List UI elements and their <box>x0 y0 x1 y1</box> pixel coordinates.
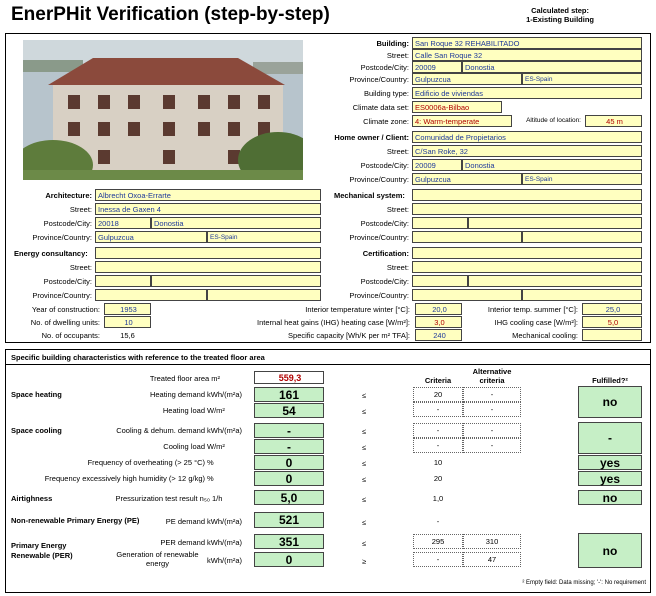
certification-country-field[interactable] <box>522 289 642 301</box>
heating-load-label: Heating load <box>162 406 205 415</box>
owner-field[interactable]: Comunidad de Propietarios <box>412 131 642 143</box>
year-field[interactable]: 1953 <box>104 303 151 315</box>
architecture-label: Architecture: <box>45 191 92 200</box>
cooling-load-label: Cooling load <box>163 442 205 451</box>
ihg-cooling-field[interactable]: 5,0 <box>582 316 642 328</box>
humidity-fulfilled: yes <box>578 471 642 486</box>
certification-postcode-field[interactable] <box>412 275 468 287</box>
temp-winter-label: Interior temperature winter [°C]: <box>305 305 410 314</box>
space-heating-label: Space heating <box>11 390 62 399</box>
building-province-label: Province/Country: <box>349 75 409 84</box>
pe-demand-value: 521 <box>254 512 324 528</box>
airtightness-label: Airtighness <box>11 494 53 503</box>
architecture-street-field[interactable]: Inessa de Gaxen 4 <box>95 203 321 215</box>
mechanical-province-label: Province/Country: <box>349 233 409 242</box>
per-alt-criteria: 310 <box>463 534 521 549</box>
tfa-field[interactable]: 559,3 <box>254 371 324 384</box>
owner-label: Home owner / Client: <box>334 133 409 142</box>
per-criteria: 295 <box>413 534 463 549</box>
pe-demand-unit: kWh/(m²a) <box>207 517 242 526</box>
heating-criteria-1: 20 <box>413 387 463 402</box>
building-name-field[interactable]: San Roque 32 REHABILITADO <box>412 37 642 49</box>
overheating-label: Frequency of overheating (> 25 °C) <box>87 458 205 467</box>
le-sign: ≤ <box>362 407 367 416</box>
cooling-demand-label: Cooling & dehum. demand <box>116 426 205 435</box>
humidity-value: 0 <box>254 471 324 486</box>
altitude-label: Altitude of location: <box>526 117 581 124</box>
owner-street-field[interactable]: C/San Roke, 32 <box>412 145 642 157</box>
temp-summer-field[interactable]: 25,0 <box>582 303 642 315</box>
energy-province-field[interactable] <box>95 289 207 301</box>
architecture-postcode-label: Postcode/City: <box>43 219 92 228</box>
generation-unit: kWh/(m²a) <box>207 556 242 565</box>
mechanical-country-field[interactable] <box>522 231 642 243</box>
capacity-field[interactable]: 240 <box>415 329 462 341</box>
per-demand-unit: kWh/(m²a) <box>207 538 242 547</box>
energy-postcode-label: Postcode/City: <box>43 277 92 286</box>
units-label: No. of dwelling units: <box>30 318 100 327</box>
owner-province-field[interactable]: Gulpuzcua <box>412 173 522 185</box>
nrpe-label: Non-renewable Primary Energy (PE) <box>11 516 140 525</box>
le-sign: ≤ <box>362 459 367 468</box>
certification-city-field[interactable] <box>468 275 642 287</box>
mechanical-cooling-label: Mechanical cooling: <box>512 331 578 340</box>
owner-country-field[interactable]: ES-Spain <box>522 173 642 185</box>
temp-summer-label: Interior temp. summer [°C]: <box>487 305 578 314</box>
owner-postcode-field[interactable]: 20009 <box>412 159 462 171</box>
cooling-criteria-2: - <box>413 438 463 453</box>
per-demand-label: PER demand <box>160 538 205 547</box>
pe-criteria: - <box>436 517 440 526</box>
footnote: ² Empty field: Data missing; '-': No requirement <box>522 580 646 586</box>
page-title: EnerPHit Verification (step-by-step) <box>11 4 330 25</box>
architecture-province-field[interactable]: Gulpuzcua <box>95 231 207 243</box>
energy-country-field[interactable] <box>207 289 321 301</box>
climate-data-field[interactable]: ES0006a-Bilbao <box>412 101 502 113</box>
humidity-criteria: 20 <box>433 474 443 483</box>
humidity-label: Frequency excessively high humidity (> 12 g/kg) <box>44 474 205 483</box>
ihg-cooling-label: IHG cooling case [W/m²]: <box>494 318 578 327</box>
certification-postcode-label: Postcode/City: <box>360 277 409 286</box>
cooling-criteria-1: - <box>413 423 463 438</box>
temp-winter-field[interactable]: 20,0 <box>415 303 462 315</box>
mechanical-cooling-field[interactable] <box>582 329 642 341</box>
generation-alt-criteria: 47 <box>463 552 521 567</box>
altitude-field[interactable]: 45 m <box>585 115 642 127</box>
overheating-criteria: 10 <box>433 458 443 467</box>
energy-street-field[interactable] <box>95 261 321 273</box>
certification-label: Certification: <box>362 249 409 258</box>
owner-province-label: Province/Country: <box>349 175 409 184</box>
heating-demand-value: 161 <box>254 387 324 402</box>
architecture-province-label: Province/Country: <box>32 233 92 242</box>
certification-street-label: Street: <box>386 263 409 272</box>
owner-city-field[interactable]: Donostia <box>462 159 642 171</box>
certification-province-label: Province/Country: <box>349 291 409 300</box>
heating-fulfilled: no <box>578 386 642 418</box>
tfa-label: Treated floor area m² <box>149 374 220 383</box>
heating-demand-label: Heating demand <box>149 390 205 399</box>
energy-street-label: Street: <box>69 263 92 272</box>
ge-sign: ≥ <box>362 557 367 566</box>
heating-criteria-2: - <box>413 402 463 417</box>
building-type-label: Building type: <box>363 89 409 98</box>
certification-street-field[interactable] <box>412 261 642 273</box>
building-country-field[interactable]: ES-Spain <box>522 73 642 85</box>
overheating-value: 0 <box>254 455 324 470</box>
capacity-label: Specific capacity [Wh/K per m² TFA]: <box>288 331 410 340</box>
calc-step-label: Calculated step: <box>531 6 589 15</box>
building-street-label: Street: <box>386 51 409 60</box>
building-label: Building: <box>376 39 409 48</box>
mechanical-name-field[interactable] <box>412 189 642 201</box>
certification-province-field[interactable] <box>412 289 522 301</box>
architecture-name-field[interactable]: Albrecht Oxoa-Errarte <box>95 189 321 201</box>
building-city-field[interactable]: Donostia <box>462 61 642 73</box>
le-sign: ≤ <box>362 495 367 504</box>
per-demand-value: 351 <box>254 534 324 549</box>
cooling-fulfilled: - <box>578 422 642 454</box>
overheating-fulfilled: yes <box>578 455 642 470</box>
mechanical-postcode-field[interactable] <box>412 217 468 229</box>
pressurization-value: 5,0 <box>254 490 324 505</box>
le-sign: ≤ <box>362 539 367 548</box>
generation-value: 0 <box>254 552 324 567</box>
mechanical-city-field[interactable] <box>468 217 642 229</box>
generation-criteria: - <box>413 552 463 567</box>
calc-step-value: 1-Existing Building <box>526 15 594 24</box>
le-sign: ≤ <box>362 518 367 527</box>
architecture-country-field[interactable]: ES-Spain <box>207 231 321 243</box>
building-photo <box>23 40 303 180</box>
ihg-heating-field[interactable]: 3,0 <box>415 316 462 328</box>
energy-name-field[interactable] <box>95 247 321 259</box>
occupants-value: 15,6 <box>120 331 135 340</box>
occupants-label: No. of occupants: <box>41 331 100 340</box>
cooling-demand-unit: kWh/(m²a) <box>207 426 242 435</box>
cooling-load-value: - <box>254 439 324 454</box>
units-field[interactable]: 10 <box>104 316 151 328</box>
le-sign: ≤ <box>362 475 367 484</box>
heating-alt-2: - <box>463 402 521 417</box>
architecture-street-label: Street: <box>69 205 92 214</box>
cooling-load-unit: W/m² <box>207 442 225 451</box>
mechanical-street-label: Street: <box>386 205 409 214</box>
building-type-field[interactable]: Edificio de viviendas <box>412 87 642 99</box>
building-province-field[interactable]: Gulpuzcua <box>412 73 522 85</box>
energy-province-label: Province/Country: <box>32 291 92 300</box>
heating-load-value: 54 <box>254 403 324 418</box>
mechanical-province-field[interactable] <box>412 231 522 243</box>
pe-demand-label: PE demand <box>165 517 205 526</box>
building-postcode-field[interactable]: 20009 <box>412 61 462 73</box>
heating-load-unit: W/m² <box>207 406 225 415</box>
mechanical-street-field[interactable] <box>412 203 642 215</box>
mechanical-label: Mechanical system: <box>334 191 405 200</box>
year-label: Year of construction: <box>31 305 100 314</box>
energy-consultancy-label: Energy consultancy: <box>14 249 88 258</box>
le-sign: ≤ <box>362 391 367 400</box>
le-sign: ≤ <box>362 427 367 436</box>
certification-name-field[interactable] <box>412 247 642 259</box>
calculated-step <box>526 6 594 24</box>
cooling-alt-1: - <box>463 423 521 438</box>
bottom-frame <box>5 349 651 593</box>
pressurization-label: Pressurization test result n₅₀ <box>115 494 210 503</box>
owner-street-label: Street: <box>386 147 409 156</box>
cooling-alt-2: - <box>463 438 521 453</box>
pressurization-unit: 1/h <box>212 494 223 503</box>
architecture-city-field[interactable]: Donostia <box>151 217 321 229</box>
climate-label: Climate data set: <box>352 103 409 112</box>
energy-city-field[interactable] <box>151 275 321 287</box>
climate-zone-label: Climate zone: <box>363 117 409 126</box>
mechanical-postcode-label: Postcode/City: <box>360 219 409 228</box>
climate-zone-field[interactable]: 4: Warm-temperate <box>412 115 512 127</box>
per-label: Primary Energy Renewable (PER) <box>11 541 73 560</box>
humidity-unit: % <box>207 474 214 483</box>
overheating-unit: % <box>207 458 214 467</box>
le-sign: ≤ <box>362 443 367 452</box>
building-street-field[interactable]: Calle San Roque 32 <box>412 49 642 61</box>
pressurization-criteria: 1,0 <box>432 494 444 503</box>
criteria-header: Criteria <box>424 376 452 385</box>
alt-criteria-header: Alternative criteria <box>472 367 512 385</box>
pressurization-fulfilled: no <box>578 490 642 505</box>
space-cooling-label: Space cooling <box>11 426 62 435</box>
cooling-demand-value: - <box>254 423 324 438</box>
heating-demand-unit: kWh/(m²a) <box>207 390 242 399</box>
generation-label: Generation of renewable energy <box>116 550 199 568</box>
fulfilled-header: Fulfilled?² <box>592 376 628 385</box>
owner-postcode-label: Postcode/City: <box>360 161 409 170</box>
specific-header: Specific building characteristics with reference to the treated floor area <box>11 353 265 362</box>
header-divider <box>6 364 650 365</box>
per-fulfilled: no <box>578 533 642 568</box>
ihg-heating-label: Internal heat gains (IHG) heating case [W/m²]: <box>257 318 410 327</box>
energy-postcode-field[interactable] <box>95 275 151 287</box>
heating-alt-1: - <box>463 387 521 402</box>
architecture-postcode-field[interactable]: 20018 <box>95 217 151 229</box>
building-postcode-label: Postcode/City: <box>360 63 409 72</box>
